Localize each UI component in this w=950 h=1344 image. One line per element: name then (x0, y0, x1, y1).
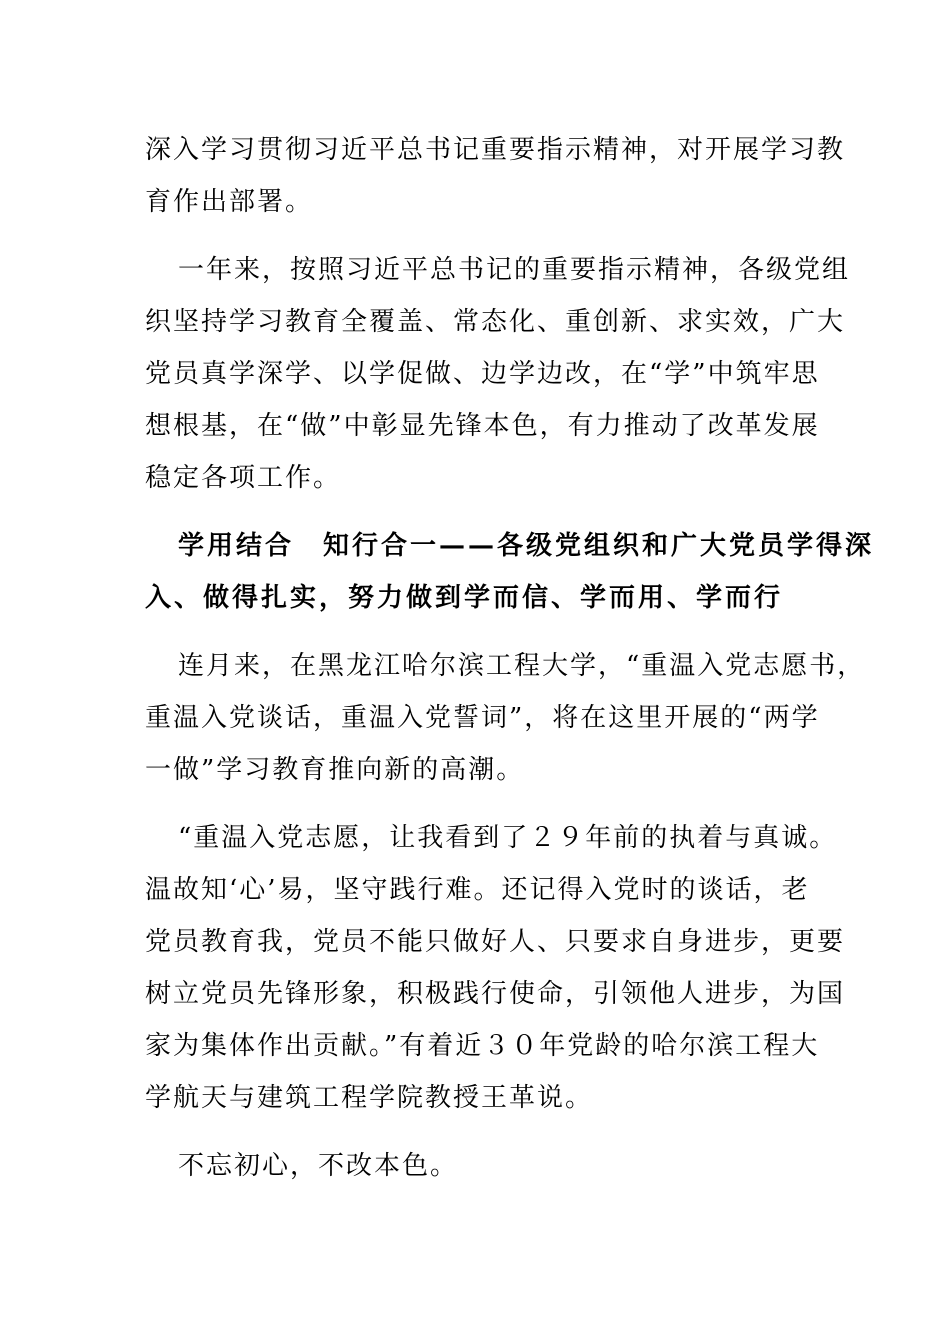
heading-line: 学用结合 知行合一——各级党组织和广大党员学得深 (178, 531, 875, 561)
document-body (145, 124, 875, 1208)
text-line: 党员真学深学、以学促做、边学边改，在“学”中筑牢思 (145, 359, 820, 389)
text-line: 树立党员先锋形象，积极践行使命，引领他人进步，为国 (145, 979, 846, 1009)
text-line: 学航天与建筑工程学院教授王革说。 (145, 1083, 594, 1113)
text-line: 家为集体作出贡献。”有着近３０年党龄的哈尔滨工程大 (145, 1031, 820, 1061)
text-line: 想根基，在“做”中彰显先锋本色，有力推动了改革发展 (145, 411, 820, 441)
text-line: 党员教育我，党员不能只做好人、只要求自身进步，更要 (145, 927, 846, 957)
text-line: 育作出部署。 (145, 187, 314, 217)
heading-line: 入、做得扎实，努力做到学而信、学而用、学而行 (145, 583, 784, 613)
text-line: 深入学习贯彻习近平总书记重要指示精神，对开展学习教 (145, 135, 846, 165)
text-line: 稳定各项工作。 (145, 463, 342, 493)
text-line: 一做”学习教育推向新的高潮。 (145, 755, 525, 785)
text-line: “重温入党志愿，让我看到了２９年前的执着与真诚。 (178, 823, 838, 853)
text-line: 织坚持学习教育全覆盖、常态化、重创新、求实效，广大 (145, 307, 846, 337)
paragraph-one-year (145, 244, 851, 504)
paragraph-closing (145, 1140, 800, 1192)
text-line: 温故知‘心’易，坚守践行难。还记得入党时的谈话，老 (145, 875, 810, 905)
text-line: 连月来，在黑龙江哈尔滨工程大学，“重温入党志愿书， (178, 651, 866, 681)
paragraph-quote (145, 812, 846, 1124)
section-heading (145, 520, 875, 624)
text-line: 不忘初心，不改本色。 (178, 1151, 459, 1181)
text-line: 一年来，按照习近平总书记的重要指示精神，各级党组 (178, 255, 851, 285)
paragraph-intro-continuation (145, 124, 846, 228)
paragraph-harbin (145, 640, 866, 796)
text-line: 重温入党谈话，重温入党誓词”，将在这里开展的“两学 (145, 703, 820, 733)
